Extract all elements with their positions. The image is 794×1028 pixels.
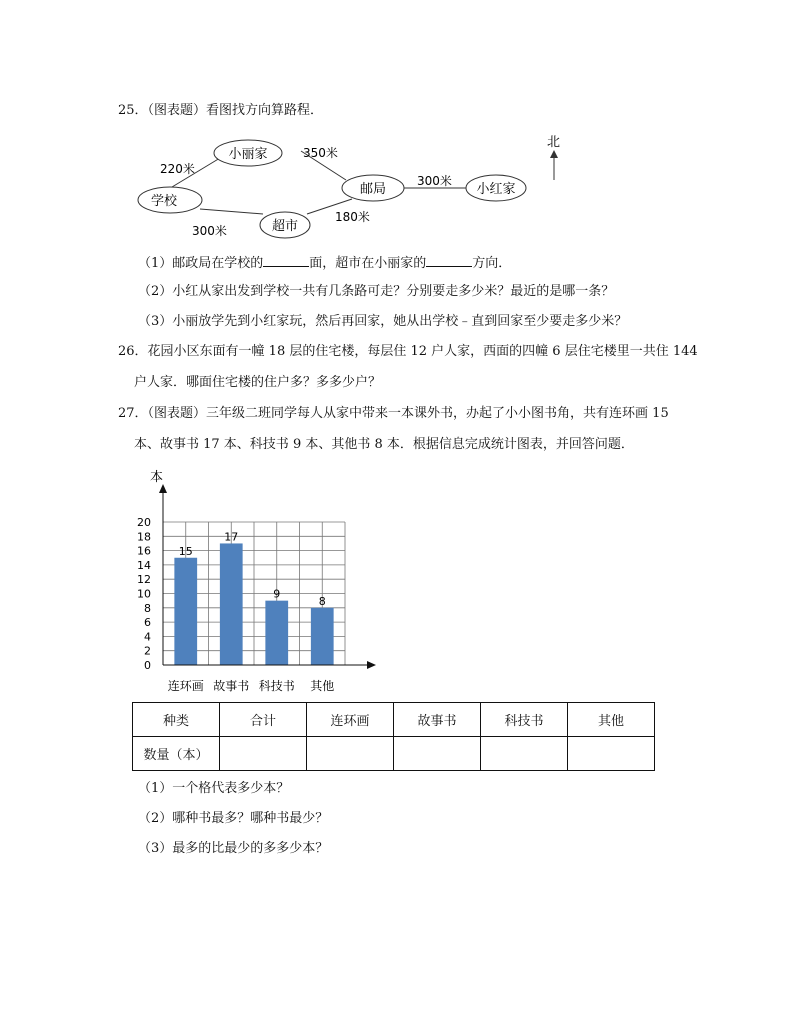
- table-answer-cell[interactable]: [568, 737, 655, 771]
- distance-market-post: 180米: [335, 210, 370, 224]
- answer-blank-1[interactable]: [263, 254, 309, 267]
- y-axis-arrow-icon: [159, 484, 167, 493]
- table-header-cell: 种类: [133, 703, 220, 737]
- y-tick-label: 2: [144, 644, 151, 658]
- q27-sub2: （2）哪种书最多？哪种书最少？: [138, 811, 329, 826]
- bar-value-label: 15: [178, 544, 193, 558]
- distance-school-xiaoli: 220米: [160, 162, 195, 176]
- bar-1: [174, 558, 197, 665]
- label-post-office: 邮局: [359, 182, 387, 197]
- y-tick-label: 10: [137, 587, 151, 601]
- y-tick-label: 4: [144, 630, 151, 644]
- q27-line1: 27．（图表题）三年级二班同学每人从家中带来一本课外书，办起了小小图书角，共有连环画 15: [118, 406, 669, 421]
- x-category-label: 故事书: [213, 679, 250, 693]
- y-tick-label: 12: [137, 573, 151, 587]
- map-node-school: [138, 187, 202, 213]
- bar-value-label: 8: [318, 594, 326, 608]
- x-category-label: 连环画: [167, 679, 204, 693]
- table-row: [133, 737, 655, 771]
- q25-title: 25．（图表题）看图找方向算路程．: [118, 103, 324, 118]
- book-bar-chart: [120, 462, 390, 702]
- north-arrow-icon: [550, 150, 558, 180]
- table-row: [133, 703, 655, 737]
- y-tick-label: 14: [137, 558, 151, 572]
- direction-map: [120, 125, 580, 250]
- bar-2: [220, 543, 243, 665]
- bar-4: [311, 608, 334, 665]
- label-supermarket: 超市: [271, 219, 299, 234]
- q27-sub1: （1）一个格代表多少本？: [138, 781, 290, 796]
- bar-3: [265, 601, 288, 665]
- q25-sub1-part-b: 面，超市在小丽家的: [309, 256, 427, 271]
- distance-xiaoli-post: 350米: [303, 146, 338, 160]
- y-tick-label: 6: [144, 616, 151, 630]
- y-tick-label: 18: [137, 530, 151, 544]
- map-node-supermarket: [260, 212, 310, 238]
- bar-value-label: 17: [224, 530, 239, 544]
- q27-line2: 本、故事书 17 本、科技书 9 本、其他书 8 本．根据信息完成统计图表，并回答问题．: [134, 437, 634, 452]
- answer-blank-2[interactable]: [426, 254, 472, 267]
- y-axis-label: 本: [150, 470, 164, 485]
- q26-line1: 26．花园小区东面有一幢 18 层的住宅楼，每层住 12 户人家，西面的四幢 6 层住宅楼里一共住 144: [118, 344, 698, 359]
- q25-sub1-part-a: （1）邮政局在学校的: [138, 256, 264, 271]
- y-tick-label: 20: [137, 516, 151, 529]
- table-header-cell: 故事书: [394, 703, 481, 737]
- q26-line2: 户人家．哪面住宅楼的住户多？多多少户？: [134, 375, 382, 390]
- label-school: 学校: [150, 194, 178, 209]
- y-tick-label: 0: [144, 659, 151, 672]
- x-category-label: 科技书: [258, 679, 295, 693]
- q25-sub1: [138, 254, 511, 272]
- label-xiaoli-home: 小丽家: [228, 147, 268, 162]
- q27-sub3: （3）最多的比最少的多多少本？: [138, 841, 329, 856]
- x-category-label: 其他: [310, 679, 335, 693]
- q25-sub1-part-c: 方向．: [472, 256, 512, 271]
- x-axis-arrow-icon: [367, 661, 376, 669]
- table-header-cell: 其他: [568, 703, 655, 737]
- north-label: 北: [547, 135, 561, 150]
- table-answer-cell[interactable]: [481, 737, 568, 771]
- table-header-cell: 合计: [220, 703, 307, 737]
- statistics-table: [132, 702, 655, 771]
- table-header-cell: 连环画: [307, 703, 394, 737]
- table-header-cell: 科技书: [481, 703, 568, 737]
- label-xiaohong-home: 小红家: [476, 182, 516, 197]
- distance-school-market: 300米: [192, 224, 227, 238]
- table-answer-cell[interactable]: [220, 737, 307, 771]
- table-answer-cell[interactable]: [307, 737, 394, 771]
- distance-post-xiaohong: 300米: [417, 174, 452, 188]
- table-row-label: 数量（本）: [133, 737, 220, 771]
- y-tick-label: 16: [137, 544, 151, 558]
- map-node-xiaohong-home: [466, 175, 526, 201]
- map-node-post-office: [342, 175, 404, 201]
- y-tick-label: 8: [144, 601, 151, 615]
- map-node-xiaoli-home: [214, 140, 282, 166]
- bar-value-label: 9: [273, 587, 281, 601]
- q25-sub3: （3）小丽放学先到小红家玩，然后再回家，她从出学校﹣直到回家至少要走多少米？: [138, 314, 628, 329]
- q25-sub2: （2）小红从家出发到学校一共有几条路可走？分别要走多少米？最近的是哪一条？: [138, 284, 615, 299]
- table-answer-cell[interactable]: [394, 737, 481, 771]
